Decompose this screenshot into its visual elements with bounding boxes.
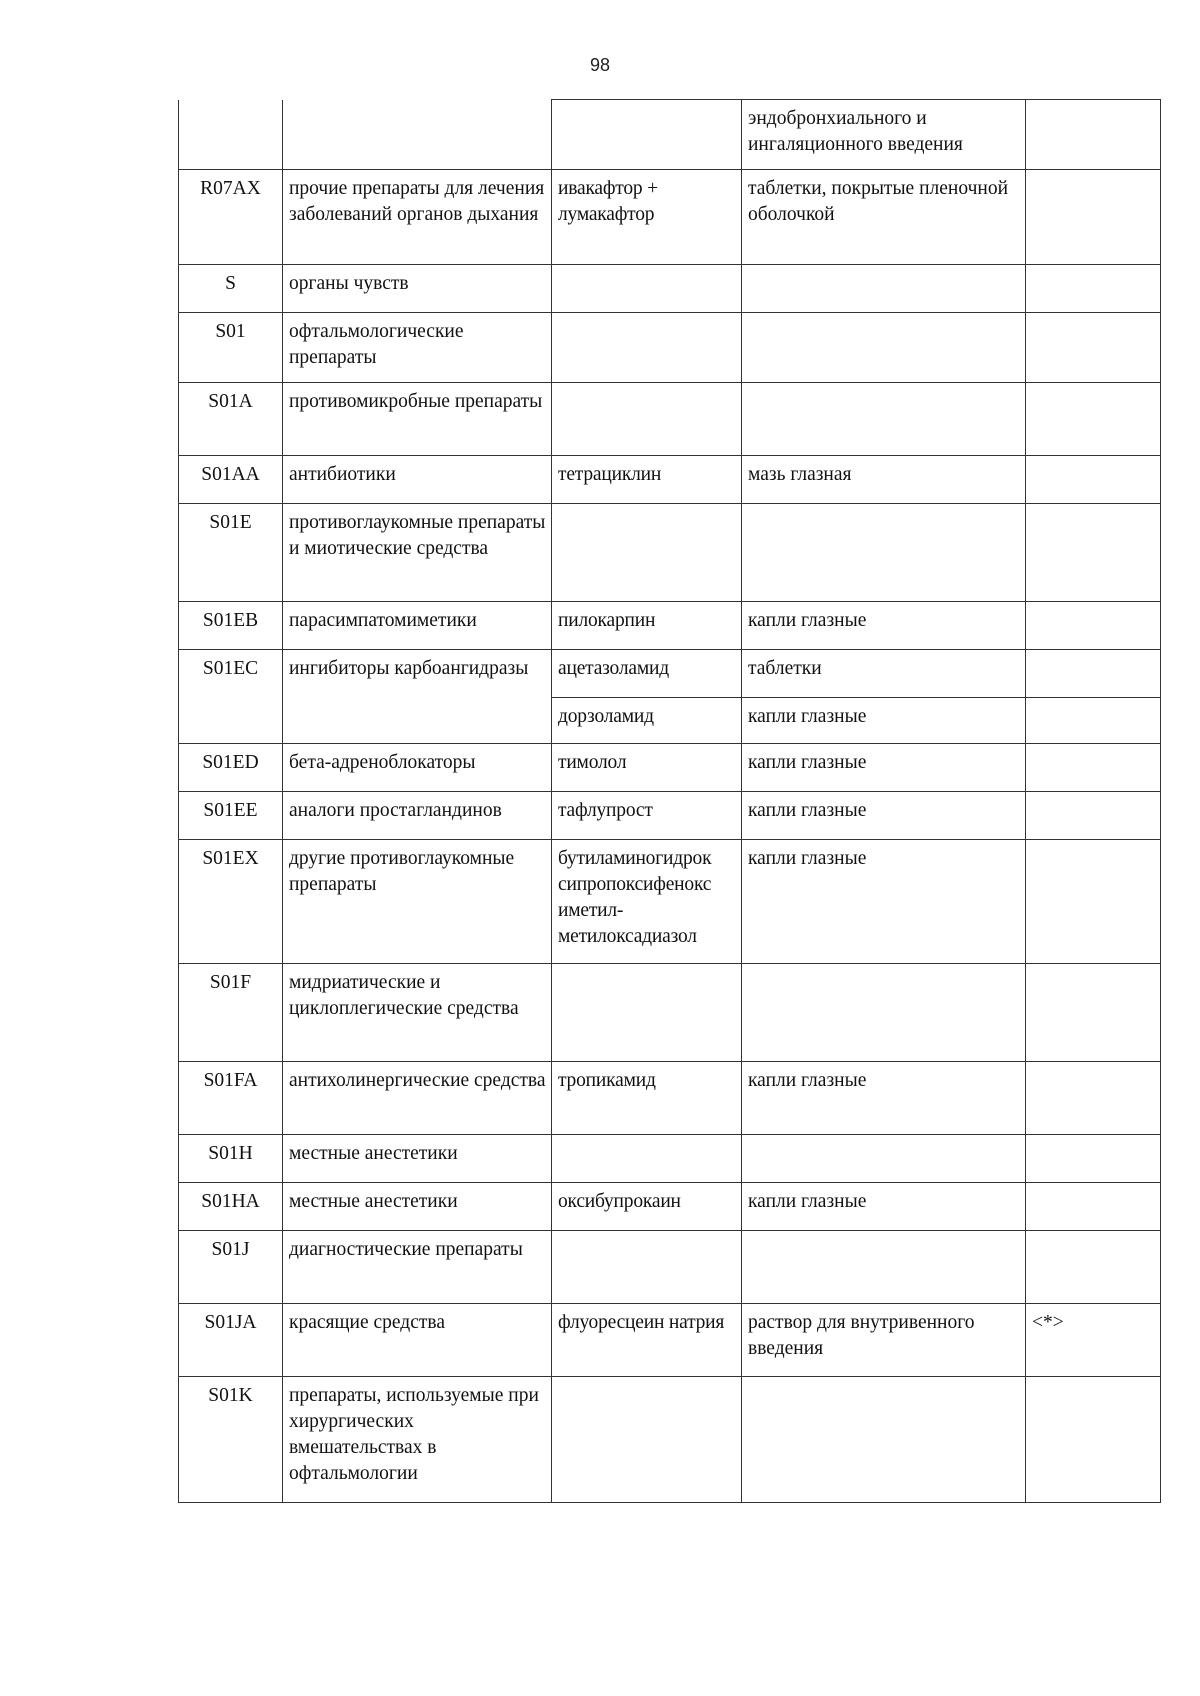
dosage-form-cell: капли глазные bbox=[742, 1183, 1026, 1231]
table-row bbox=[179, 650, 1161, 698]
substance-name-cell bbox=[552, 1231, 742, 1304]
note-cell bbox=[1026, 1231, 1161, 1304]
note-cell bbox=[1026, 383, 1161, 456]
substance-name-cell: тимолол bbox=[552, 744, 742, 792]
substance-name-cell bbox=[552, 313, 742, 383]
atc-code-cell: S01ED bbox=[179, 744, 283, 792]
table-row bbox=[179, 744, 1161, 792]
atc-code-cell: S01HA bbox=[179, 1183, 283, 1231]
table-row bbox=[179, 170, 1161, 265]
dosage-form-cell: эндобронхиального и ингаляционного введения bbox=[742, 100, 1026, 170]
note-cell bbox=[1026, 744, 1161, 792]
substance-name-cell: флуоресцеин натрия bbox=[552, 1304, 742, 1377]
table-row bbox=[179, 1304, 1161, 1377]
atc-code-cell: S bbox=[179, 265, 283, 313]
dosage-form-cell: капли глазные bbox=[742, 698, 1026, 744]
dosage-form-cell bbox=[742, 265, 1026, 313]
atc-group-cell: противомикробные препараты bbox=[283, 383, 552, 456]
atc-code-cell: S01 bbox=[179, 313, 283, 383]
table-row bbox=[179, 504, 1161, 602]
atc-group-cell bbox=[283, 100, 552, 170]
atc-code-cell: S01EC bbox=[179, 650, 283, 744]
page-number: 98 bbox=[589, 55, 611, 75]
substance-name-cell bbox=[552, 964, 742, 1062]
dosage-form-cell bbox=[742, 383, 1026, 456]
atc-group-cell: антибиотики bbox=[283, 456, 552, 504]
table-row bbox=[179, 265, 1161, 313]
dosage-form-cell: таблетки bbox=[742, 650, 1026, 698]
dosage-form-cell bbox=[742, 1135, 1026, 1183]
atc-group-cell: бета-адреноблокаторы bbox=[283, 744, 552, 792]
dosage-form-cell: капли глазные bbox=[742, 744, 1026, 792]
table-row bbox=[179, 840, 1161, 964]
substance-name-cell bbox=[552, 265, 742, 313]
substance-name-cell: оксибупрокаин bbox=[552, 1183, 742, 1231]
table-row bbox=[179, 383, 1161, 456]
note-cell bbox=[1026, 964, 1161, 1062]
note-cell bbox=[1026, 265, 1161, 313]
table-row bbox=[179, 1062, 1161, 1135]
table-row bbox=[179, 964, 1161, 1062]
atc-code-cell: S01J bbox=[179, 1231, 283, 1304]
substance-name-cell bbox=[552, 1377, 742, 1503]
dosage-form-cell bbox=[742, 313, 1026, 383]
substance-name-cell: пилокарпин bbox=[552, 602, 742, 650]
atc-code-cell: R07AX bbox=[179, 170, 283, 265]
table-row bbox=[179, 1231, 1161, 1304]
atc-code-cell bbox=[179, 100, 283, 170]
dosage-form-cell: раствор для внутривенного введения bbox=[742, 1304, 1026, 1377]
dosage-form-cell: капли глазные bbox=[742, 602, 1026, 650]
note-cell bbox=[1026, 170, 1161, 265]
note-cell bbox=[1026, 1183, 1161, 1231]
atc-group-cell: парасимпатомиметики bbox=[283, 602, 552, 650]
note-cell bbox=[1026, 1377, 1161, 1503]
dosage-form-cell: таблетки, покрытые пленочной оболочкой bbox=[742, 170, 1026, 265]
note-cell bbox=[1026, 792, 1161, 840]
dosage-form-cell bbox=[742, 964, 1026, 1062]
substance-name-cell bbox=[552, 1135, 742, 1183]
dosage-form-cell bbox=[742, 1231, 1026, 1304]
atc-group-cell: прочие препараты для лечения заболеваний органов дыхания bbox=[283, 170, 552, 265]
atc-code-cell: S01H bbox=[179, 1135, 283, 1183]
atc-group-cell: антихолинергические средства bbox=[283, 1062, 552, 1135]
table-row bbox=[179, 602, 1161, 650]
dosage-form-cell bbox=[742, 1377, 1026, 1503]
dosage-form-cell bbox=[742, 504, 1026, 602]
dosage-form-cell: капли глазные bbox=[742, 1062, 1026, 1135]
substance-name-cell: ацетазоламид bbox=[552, 650, 742, 698]
atc-code-cell: S01EB bbox=[179, 602, 283, 650]
atc-code-cell: S01FA bbox=[179, 1062, 283, 1135]
note-cell bbox=[1026, 1062, 1161, 1135]
note-cell bbox=[1026, 840, 1161, 964]
atc-group-cell: противоглаукомные препараты и миотические средства bbox=[283, 504, 552, 602]
note-cell: <*> bbox=[1026, 1304, 1161, 1377]
dosage-form-cell: капли глазные bbox=[742, 792, 1026, 840]
substance-name-cell: ивакафтор + лумакафтор bbox=[552, 170, 742, 265]
atc-group-cell: ингибиторы карбоангидразы bbox=[283, 650, 552, 744]
substance-name-cell: дорзоламид bbox=[552, 698, 742, 744]
atc-group-cell: местные анестетики bbox=[283, 1183, 552, 1231]
note-cell bbox=[1026, 602, 1161, 650]
note-cell bbox=[1026, 650, 1161, 698]
atc-code-cell: S01A bbox=[179, 383, 283, 456]
substance-name-cell: тетрациклин bbox=[552, 456, 742, 504]
table-row bbox=[179, 792, 1161, 840]
atc-group-cell: диагностические препараты bbox=[283, 1231, 552, 1304]
note-cell bbox=[1026, 504, 1161, 602]
atc-code-cell: S01AA bbox=[179, 456, 283, 504]
atc-code-cell: S01JA bbox=[179, 1304, 283, 1377]
atc-group-cell: офтальмологические препараты bbox=[283, 313, 552, 383]
table-row bbox=[179, 313, 1161, 383]
substance-name-cell bbox=[552, 504, 742, 602]
substance-name-cell: тропикамид bbox=[552, 1062, 742, 1135]
atc-group-cell: аналоги простагландинов bbox=[283, 792, 552, 840]
atc-group-cell: препараты, используемые при хирургических вмешательствах в офтальмологии bbox=[283, 1377, 552, 1503]
dosage-form-cell: капли глазные bbox=[742, 840, 1026, 964]
atc-group-cell: органы чувств bbox=[283, 265, 552, 313]
atc-group-cell: мидриатические и циклоплегические средства bbox=[283, 964, 552, 1062]
substance-name-cell: тафлупрост bbox=[552, 792, 742, 840]
table-row bbox=[179, 1377, 1161, 1503]
note-cell bbox=[1026, 313, 1161, 383]
atc-group-cell: другие противоглаукомные препараты bbox=[283, 840, 552, 964]
atc-group-cell: местные анестетики bbox=[283, 1135, 552, 1183]
substance-name-cell: бутиламиногидрок сипропоксифенокс иметил- метилоксадиазол bbox=[552, 840, 742, 964]
substance-name-cell bbox=[552, 383, 742, 456]
atc-code-cell: S01E bbox=[179, 504, 283, 602]
table-row bbox=[179, 100, 1161, 170]
substance-name-cell bbox=[552, 100, 742, 170]
table-row bbox=[179, 456, 1161, 504]
atc-group-cell: красящие средства bbox=[283, 1304, 552, 1377]
note-cell bbox=[1026, 456, 1161, 504]
drug-list-table bbox=[178, 99, 1161, 1503]
note-cell bbox=[1026, 1135, 1161, 1183]
note-cell bbox=[1026, 100, 1161, 170]
atc-code-cell: S01EE bbox=[179, 792, 283, 840]
note-cell bbox=[1026, 698, 1161, 744]
dosage-form-cell: мазь глазная bbox=[742, 456, 1026, 504]
atc-code-cell: S01F bbox=[179, 964, 283, 1062]
table-row bbox=[179, 1183, 1161, 1231]
table-row bbox=[179, 1135, 1161, 1183]
atc-code-cell: S01K bbox=[179, 1377, 283, 1503]
atc-code-cell: S01EX bbox=[179, 840, 283, 964]
